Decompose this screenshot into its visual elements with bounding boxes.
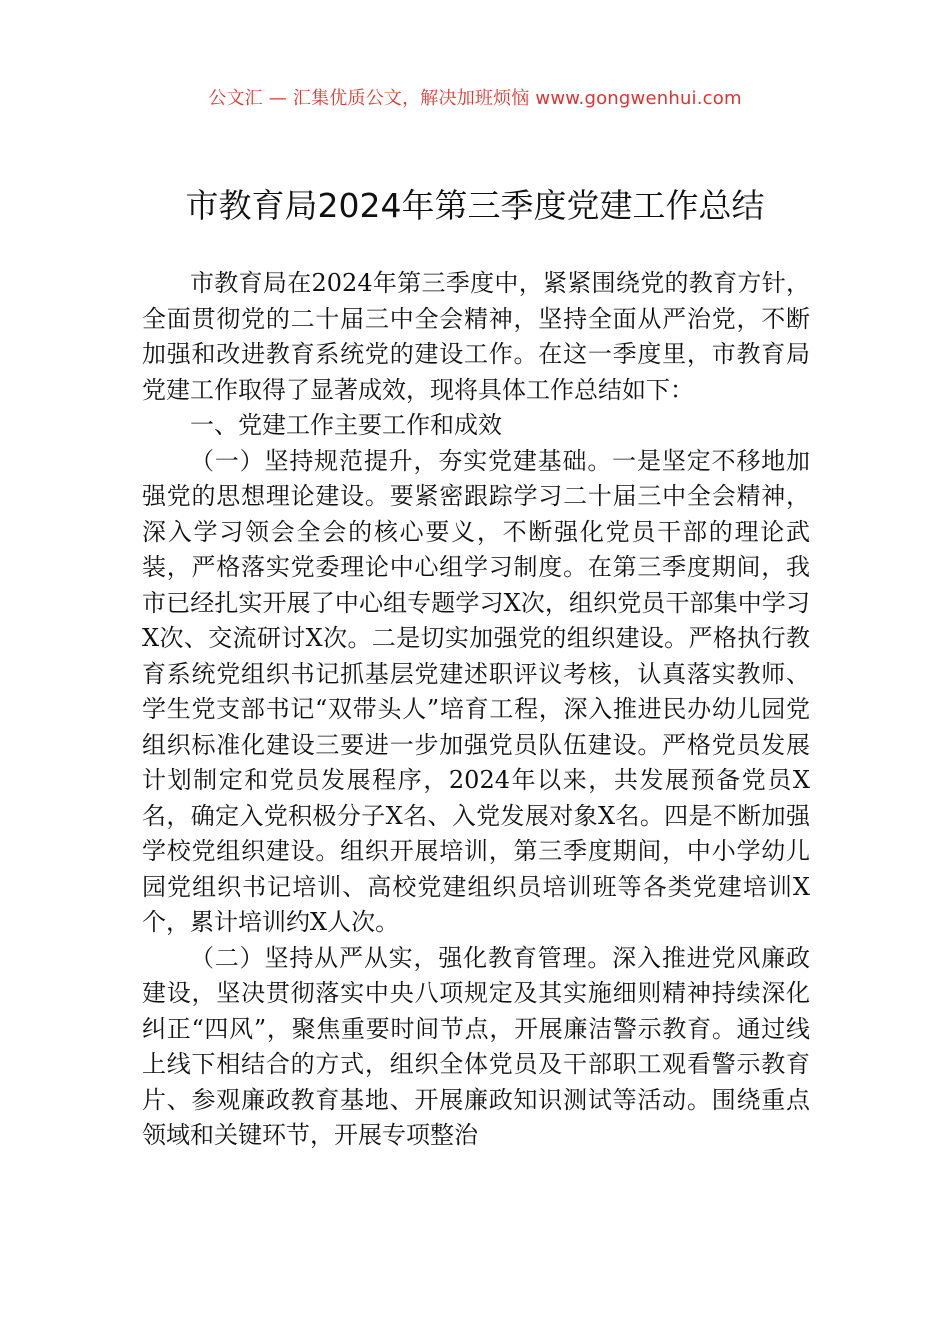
paragraph-intro: 市教育局在2024年第三季度中，紧紧围绕党的教育方针，全面贯彻党的二十届三中全会精神，坚持全面从严治党，不断加强和改进教育系统党的建设工作。在这一季度里，市教育局党建工作取得了显著成效，现将具体工作总结如下： <box>142 269 810 404</box>
header-banner: 公文汇 — 汇集优质公文，解决加班烦恼 www.gongwenhui.com <box>208 88 742 109</box>
document-title: 市教育局2024年第三季度党建工作总结 <box>185 186 765 225</box>
document-body <box>142 266 810 1154</box>
paragraph-subsection-1: （一）坚持规范提升，夯实党建基础。一是坚定不移地加强党的思想理论建设。要紧密跟踪学习二十届三中全会精神，深入学习领会全会的核心要义，不断强化党员干部的理论武装，严格落实党委理论中心组学习制度。在第三季度期间，我市已经扎实开展了中心组专题学习X次，组织党员干部集中学习X次、交流研讨X次。二是切实加强党的组织建设。严格执行教育系统党组织书记抓基层党建述职评议考核，认真落实教师、学生党支部书记“双带头人”培育工程，深入推进民办幼儿园党组织标准化建设三要进一步加强党员队伍建设。严格党员发展计划制定和党员发展程序，2024年以来，共发展预备党员X名，确定入党积极分子X名、入党发展对象X名。四是不断加强学校党组织建设。组织开展培训，第三季度期间，中小学幼儿园党组织书记培训、高校党建组织员培训班等各类党建培训X个，累计培训约X人次。 <box>142 446 810 936</box>
section-heading-1: 一、党建工作主要工作和成效 <box>190 411 502 439</box>
paragraph-subsection-2: （二）坚持从严从实，强化教育管理。深入推进党风廉政建设，坚决贯彻落实中央八项规定及其实施细则精神持续深化纠正“四风”，聚焦重要时间节点，开展廉洁警示教育。通过线上线下相结合的方式，组织全体党员及干部职工观看警示教育片、参观廉政教育基地、开展廉政知识测试等活动。围绕重点领域和关键环节，开展专项整治 <box>142 943 810 1149</box>
